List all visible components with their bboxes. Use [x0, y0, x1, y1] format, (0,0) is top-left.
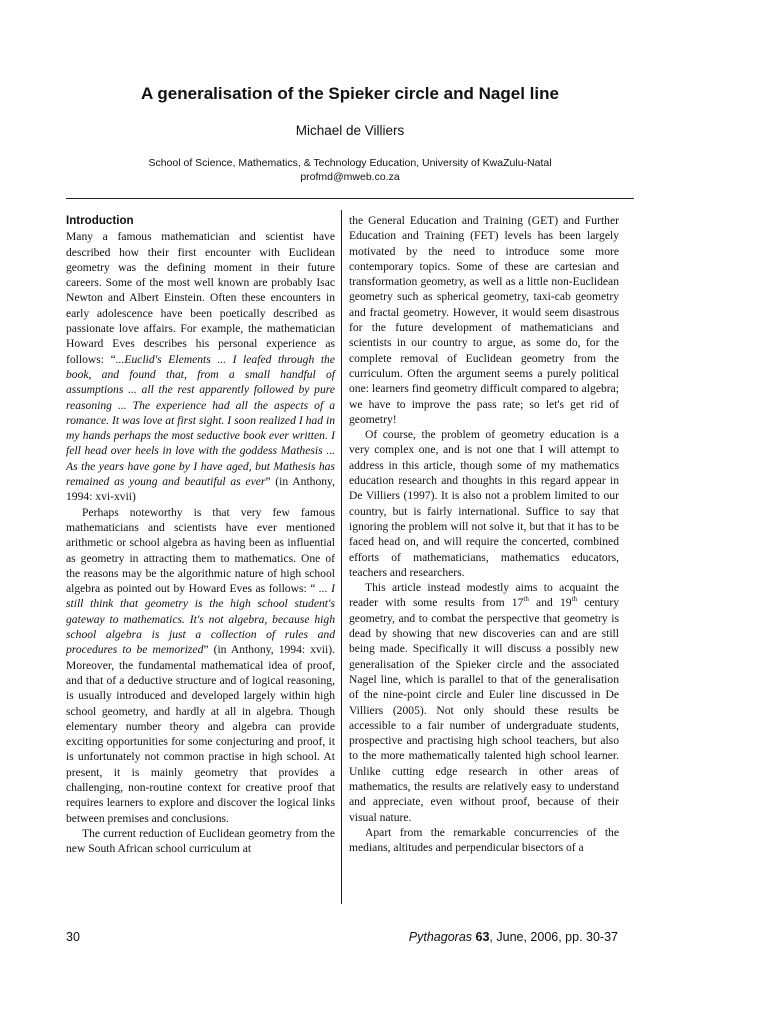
superscript: th — [523, 595, 529, 604]
journal-citation — [409, 930, 618, 944]
paragraph: the General Education and Training (GET) and Further Education and Training (FET) levels has been largely motivated by the need to introduce some more contemporary topics. Some of these are cartesian and transformation geometry, as well as a little non-Euclidean geometry such as spherical geometry, taxi-cab geometry and fractal geometry. However, it would seem disastrous for the future development of mathematicians and scientists in our country to argue, as some do, for the complete removal of Euclidean geometry from the curriculum. Often the argument seems a purely political one: learners find geometry difficult compared to algebra; we have to improve the pass rate; so let's get rid of geometry! — [349, 214, 619, 426]
citation-details: , June, 2006, pp. 30-37 — [489, 930, 618, 944]
paragraph-text: ” (in Anthony, 1994: xvii). Moreover, the fundamental mathematical idea of proof, and that of a deductive structure and of logical reasoning, is usually introduced and developed largely within high school geometry, and hardly at all in algebra. Though elementary number theory and algebra can provide exciting opportunities for some conjecturing and proof, it is unfortunately not common practise in high school. At present, it is mainly geometry that provides a challenging, non-routine context for creative proof that requires learners to explore and discover the logical links between premises and conclusions. — [66, 643, 335, 825]
paragraph — [66, 505, 335, 826]
paragraph-text: This article instead modestly aims to acquaint the reader with some results from 17 — [349, 581, 619, 610]
left-column — [66, 213, 335, 856]
quote-text: ...Euclid's Elements ... I leafed through the book, and found that, from a small handful of assumptions ... all the rest apparently followed by pure reasoning ... The experience had all the aspects of a romance. It was love at first sight. I soon realized I had in my hands perhaps the most seductive book ever written. I fell head over heels in love with the goddess Mathesis ... As the years have gone by I have aged, but Mathesis has remained as young and beautiful as ever — [66, 352, 335, 489]
paragraph-text: century geometry, and to combat the perspective that geometry is dead by showing that new discoveries can and are still being made. Specifically it will discuss a possibly new generalisation of the Spieker circle and the associated Nagel line, which is parallel to that of the generalisation of the nine-point circle and Euler line discussed in De Villiers (2005). Not only should these results be accessible to a fair number of undergraduate students, prospective and practising high school teachers, but also to the more mathematically talented high school learner. Unlike cutting edge research in other areas of mathematics, the results are relatively easy to understand and appreciate, even without proof, because of their visual nature. — [349, 596, 619, 824]
quote-text: ... I still think that geometry is the high school student's gateway to mathematics. It's not algebra, because high school algebra is just a collection of rules and procedures to be memorized — [66, 582, 335, 657]
paragraph-text: and 19 — [528, 596, 572, 610]
right-column — [349, 213, 619, 855]
header-divider — [66, 198, 634, 199]
journal-name: Pythagoras — [408, 930, 473, 944]
paper-title: A generalisation of the Spieker circle and Nagel line — [141, 84, 559, 103]
paragraph: Of course, the problem of geometry education is a very complex one, and is not one that I will attempt to address in this article, though some of my mathematics education research and thoughts in this regard appear in De Villiers (1997). It is also not a problem limited to our country, but is fairly international. Suffice to say that ignoring the problem will not solve it, but that it has to be faced head on, and will require the concerted, combined efforts of mathematicians, mathematics educators, teachers and researchers. — [349, 428, 619, 579]
paragraph-text: Perhaps noteworthy is that very few famous mathematicians and scientists have ever mentioned arithmetic or school algebra as having been as influential as geometry in attracting them to mathematics. One of the reasons may be the algorithmic nature of high school algebra as pointed out by Howard Eves as follows: “ — [66, 505, 335, 596]
paragraph: Apart from the remarkable concurrencies of the medians, altitudes and perpendicular bisectors of a — [349, 825, 619, 855]
paragraph — [66, 229, 335, 504]
section-heading-introduction: Introduction — [66, 214, 134, 227]
paragraph-text: ” (in Anthony, 1994: xvi-xvii) — [66, 475, 336, 504]
page-number: 30 — [66, 930, 80, 944]
affiliation-block — [0, 156, 700, 184]
author-name: Michael de Villiers — [295, 123, 405, 138]
paragraph — [349, 580, 619, 825]
paragraph-text: Many a famous mathematician and scientist have described how their first encounter with Euclidean geometry was the defining moment in their future careers. Some of the most well known are probably Isac Newton and Albert Einstein. Often these encounters in early adolescence have been poetically described as passionate love affairs. For example, the mathematician Howard Eves describes his personal experience as follows: “ — [66, 230, 335, 366]
column-divider — [341, 210, 342, 904]
paragraph: The current reduction of Euclidean geometry from the new South African school curriculum at — [66, 826, 335, 856]
journal-volume: 63 — [475, 930, 490, 944]
affiliation: School of Science, Mathematics, & Technology Education, University of KwaZulu-Natal — [148, 157, 552, 169]
author-email: profmd@mweb.co.za — [300, 171, 400, 183]
superscript: th — [571, 595, 578, 604]
